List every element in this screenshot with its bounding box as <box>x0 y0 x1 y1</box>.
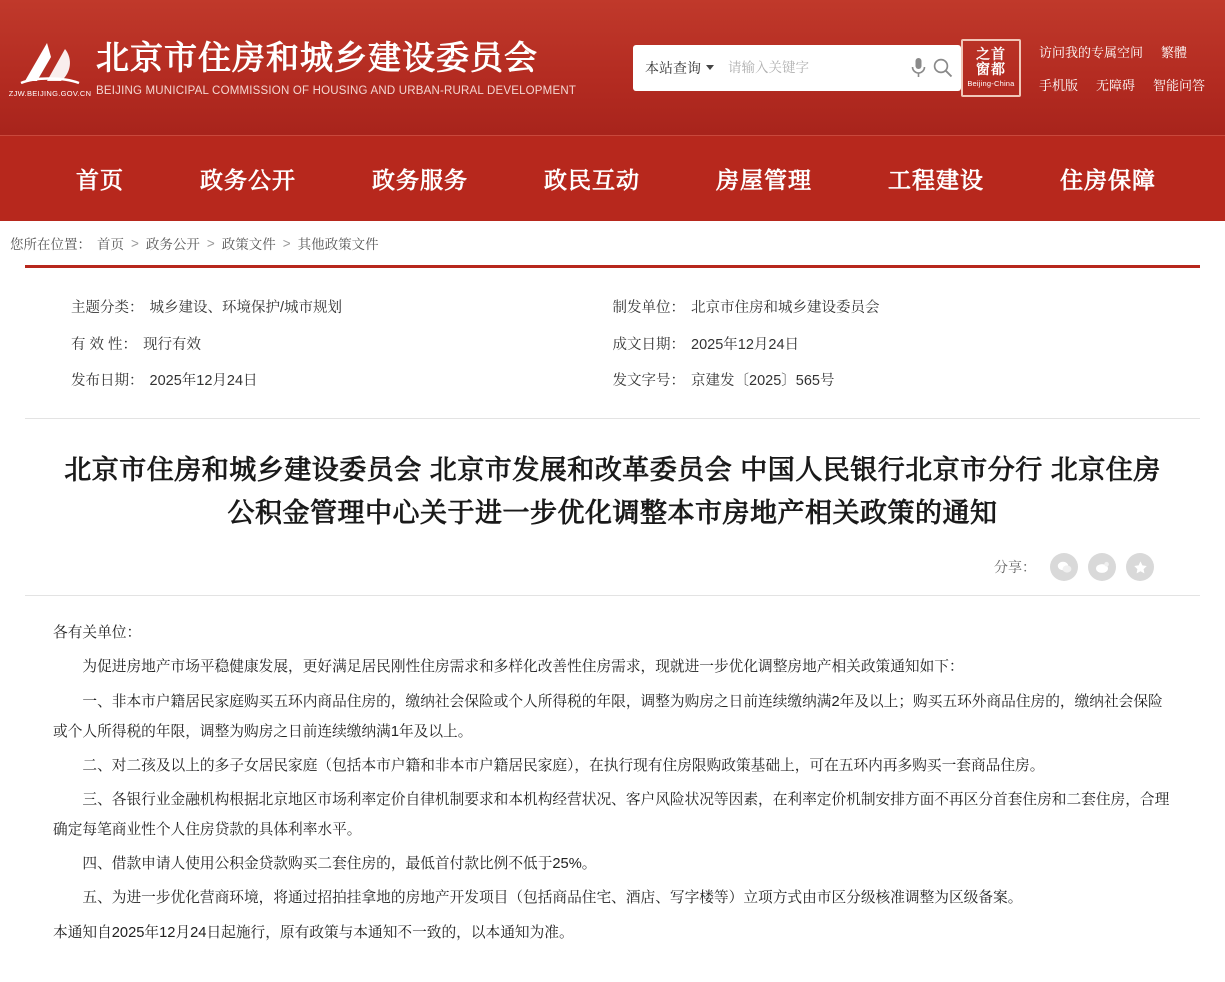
search-input[interactable] <box>726 59 907 76</box>
breadcrumb <box>0 221 1225 265</box>
site-logo[interactable] <box>8 29 611 107</box>
header-links <box>1039 42 1205 94</box>
header-link-accessibility[interactable]: 无障碍 <box>1095 77 1135 93</box>
share-label: 分享： <box>994 559 1036 576</box>
microphone-icon[interactable] <box>907 53 931 83</box>
breadcrumb-label: 您所在位置： <box>10 237 91 252</box>
share-bar <box>25 545 1200 595</box>
page-title: 北京市住房和城乡建设委员会 北京市发展和改革委员会 中国人民银行北京市分行 北京住房公积金管理中心关于进一步优化调整本市房地产相关政策的通知 <box>64 454 1161 529</box>
weibo-icon[interactable] <box>1088 553 1116 581</box>
site-header <box>0 0 1225 135</box>
capital-badge-line1: 之首 <box>975 45 1006 62</box>
document-metadata <box>25 268 1200 419</box>
nav-item-government-disclosure[interactable]: 政务公开 <box>200 167 296 193</box>
breadcrumb-item-policy-docs[interactable]: 政策文件 <box>221 237 276 252</box>
commission-emblem-icon <box>8 29 92 107</box>
metadata-key-written-date: 成文日期： <box>612 336 685 353</box>
metadata-row <box>613 363 1155 400</box>
metadata-value-subject: 城乡建设、环境保护/城市规划 <box>149 300 343 316</box>
document-card <box>25 265 1200 982</box>
nav-item-engineering-construction[interactable]: 工程建设 <box>888 167 984 193</box>
paragraph: 一、非本市户籍居民家庭购买五环内商品住房的，缴纳社会保险或个人所得税的年限，调整为购房之日前连续缴纳满2年及以上；购买五环外商品住房的，缴纳社会保险或个人所得税的年限，调整为购房之日前连续缴纳满1年及以上。 <box>53 693 1163 740</box>
favorite-star-icon[interactable] <box>1126 553 1154 581</box>
capital-badge-line2: 窗都 <box>975 60 1006 77</box>
nav-item-housing-security[interactable]: 住房保障 <box>1060 167 1156 193</box>
capital-window-badge[interactable] <box>961 39 1021 97</box>
chevron-down-icon <box>706 65 714 70</box>
metadata-row <box>613 327 1155 364</box>
paragraph: 为促进房地产市场平稳健康发展，更好满足居民刚性住房需求和多样化改善性住房需求，现就进一步优化调整房地产相关政策通知如下： <box>82 659 964 676</box>
metadata-key-validity: 有 效 性： <box>71 336 138 353</box>
paragraph: 三、各银行业金融机构根据北京地区市场利率定价自律机制要求和本机构经营状况、客户风险状况等因素，在利率定价机制安排方面不再区分首套住房和二套住房，合理确定每笔商业性个人住房贷款的具体利率水平。 <box>53 792 1170 839</box>
paragraph: 各有关单位： <box>53 625 142 642</box>
breadcrumb-item-disclosure[interactable]: 政务公开 <box>145 237 200 252</box>
wechat-icon[interactable] <box>1050 553 1078 581</box>
logo-title-en: BEIJING MUNICIPAL COMMISSION OF HOUSING AND URBAN-RURAL DEVELOPMENT <box>96 85 577 98</box>
metadata-key-doc-number: 发文字号： <box>612 373 685 390</box>
metadata-row <box>71 290 613 327</box>
search-scope-label: 本站查询 <box>644 59 701 76</box>
metadata-key-subject: 主题分类： <box>71 300 144 316</box>
paragraph: 本通知自2025年12月24日起施行，原有政策与本通知不一致的，以本通知为准。 <box>53 924 574 941</box>
metadata-row <box>71 327 613 364</box>
metadata-key-issuer: 制发单位： <box>612 300 685 316</box>
paragraph: 四、借款申请人使用公积金贷款购买二套住房的，最低首付款比例不低于25%。 <box>82 856 597 873</box>
metadata-row <box>71 363 613 400</box>
site-search[interactable] <box>633 45 961 91</box>
logo-domain: ZJW.BEIJING.GOV.CN <box>8 89 92 98</box>
document-body <box>25 595 1200 981</box>
nav-item-housing-management[interactable]: 房屋管理 <box>716 167 812 193</box>
search-scope-selector[interactable] <box>645 58 714 78</box>
breadcrumb-separator: > <box>206 235 215 251</box>
nav-item-government-services[interactable]: 政务服务 <box>372 167 468 193</box>
paragraph: 二、对二孩及以上的多子女居民家庭（包括本市户籍和非本市户籍居民家庭），在执行现有住房限购政策基础上，可在五环内再多购买一套商品住房。 <box>82 757 1045 774</box>
search-icon[interactable] <box>931 53 955 83</box>
header-link-mobile[interactable]: 手机版 <box>1038 77 1078 93</box>
metadata-key-publish-date: 发布日期： <box>71 373 144 390</box>
paragraph: 五、为进一步优化营商环境，将通过招拍挂拿地的房地产开发项目（包括商品住宅、酒店、写字楼等）立项方式由市区分级核准调整为区级备案。 <box>82 890 1023 907</box>
metadata-left-column <box>71 290 613 400</box>
main-nav <box>0 135 1225 221</box>
metadata-value-issuer: 北京市住房和城乡建设委员会 <box>691 300 880 316</box>
breadcrumb-separator: > <box>131 235 139 251</box>
nav-item-home[interactable]: 首页 <box>76 167 124 193</box>
breadcrumb-item-other-policy-docs[interactable]: 其他政策文件 <box>297 237 379 252</box>
header-link-traditional[interactable]: 繁體 <box>1160 44 1187 60</box>
metadata-value-publish-date: 2025年12月24日 <box>149 373 258 390</box>
metadata-value-written-date: 2025年12月24日 <box>691 336 800 353</box>
metadata-right-column <box>613 290 1155 400</box>
logo-title-cn: 北京市住房和城乡建设委员会 <box>96 38 538 76</box>
metadata-value-doc-number: 京建发〔2025〕565号 <box>691 373 835 390</box>
metadata-value-validity: 现行有效 <box>143 336 202 353</box>
header-right-area <box>961 39 1205 97</box>
nav-item-public-interaction[interactable]: 政民互动 <box>544 167 640 193</box>
capital-badge-en: Beijing-China <box>967 79 1015 89</box>
header-link-my-space[interactable]: 访问我的专属空间 <box>1038 44 1143 60</box>
breadcrumb-item-home[interactable]: 首页 <box>97 237 124 252</box>
metadata-row <box>613 290 1155 327</box>
breadcrumb-separator: > <box>282 235 291 251</box>
header-link-smart-qa[interactable]: 智能问答 <box>1152 77 1205 93</box>
